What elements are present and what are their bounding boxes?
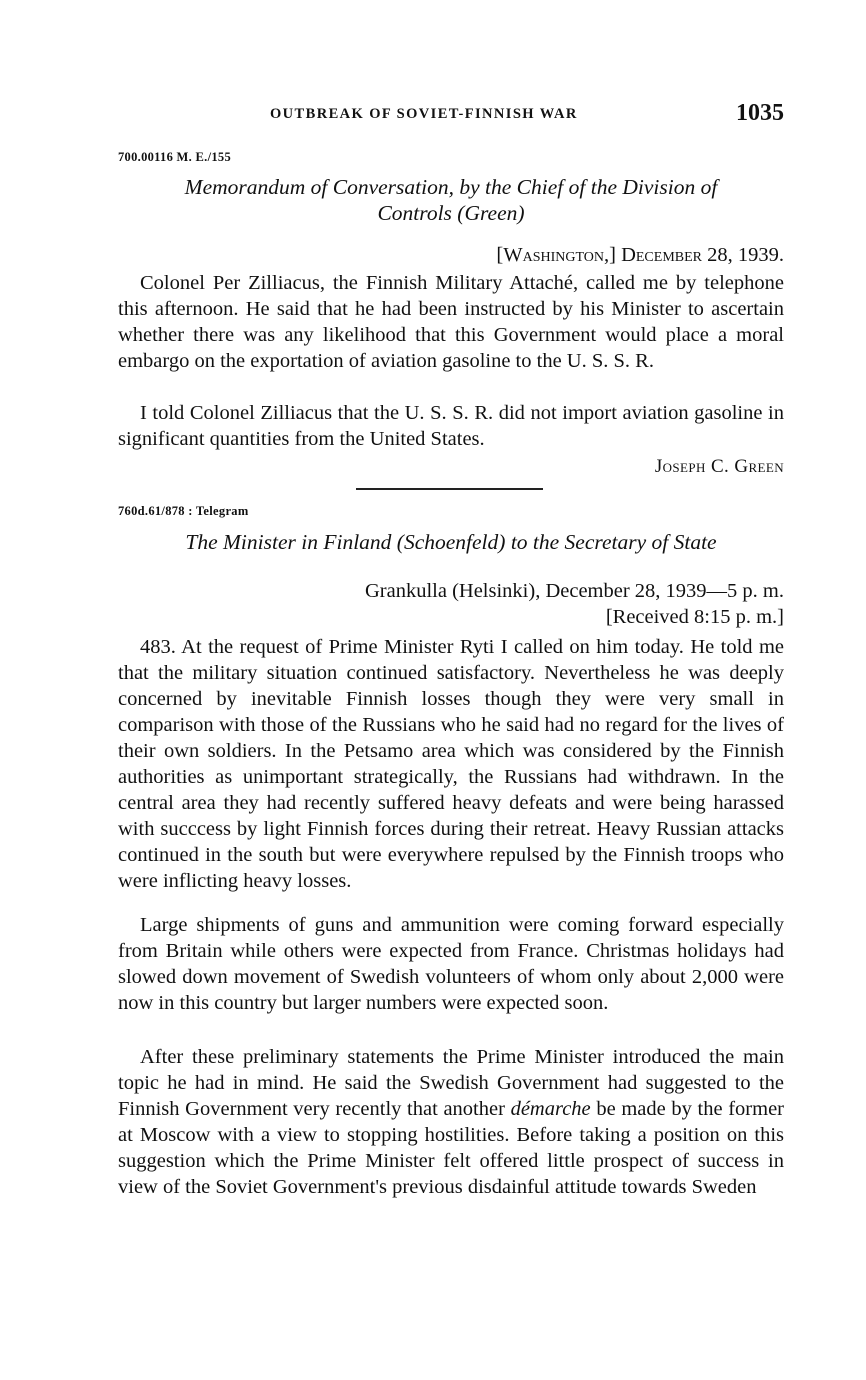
- dateline: [Washington,] December 28, 1939.: [496, 244, 784, 266]
- signature: Joseph C. Green: [654, 456, 784, 477]
- document-title: [118, 174, 784, 226]
- body-paragraph: Large shipments of guns and ammunition were coming forward especially from Britain while others were expected from France. Christmas holidays had slowed down movement of Swedish volunteers of whom only about 2,000 were now in this country but larger numbers were expected soon.: [118, 914, 784, 1014]
- body-paragraph: Colonel Per Zilliacus, the Finnish Military Attaché, called me by telephone this afternoon. He said that he had been instructed by his Minister to ascertain whether there was any likelihood that this Government would place a moral embargo on the exportation of aviation gasoline to the U. S. S. R.: [118, 272, 784, 372]
- paragraph-text: After these preliminary statements the Prime Minister introduced the main topic he had in mind. He said the Swedish Government had suggested to the Finnish Government very recently that another démarche be made by the former at Moscow with a view to stopping hostilities. Before taking a position on this suggestion which the Prime Minister felt offered little prospect of success in view of the Soviet Government's previous disdainful attitude towards Sweden: [118, 1046, 784, 1198]
- title-line: Controls (Green): [377, 201, 525, 225]
- file-number: 760d.61/878 : Telegram: [118, 504, 249, 518]
- received-note: [Received 8:15 p. m.]: [605, 606, 784, 628]
- title-line: Memorandum of Conversation, by the Chief of the Division of: [184, 175, 718, 199]
- page-header: [118, 100, 784, 132]
- page-number: 1035: [736, 100, 784, 126]
- document-title: The Minister in Finland (Schoenfeld) to the Secretary of State: [185, 530, 717, 554]
- file-number: 700.00116 M. E./155: [118, 150, 231, 164]
- dateline: Grankulla (Helsinki), December 28, 1939—5 p. m.: [364, 580, 784, 602]
- running-head: OUTBREAK OF SOVIET-FINNISH WAR: [270, 106, 578, 122]
- body-paragraph: 483. At the request of Prime Minister Ryti I called on him today. He told me that the military situation continued satisfactory. Nevertheless he was deeply concerned by inevitable Finnish losses though they were very small in comparison with those of the Russians who he said had no regard for the lives of their own soldiers. In the Petsamo area which was considered by the Finnish authorities as unimportant strategically, the Russians had withdrawn. In the central area they had recently suffered heavy defeats and were being harassed with succcess by light Finnish forces during their retreat. Heavy Russian attacks continued in the south but were everywhere repulsed by the Finnish troops who were inflicting heavy losses.: [118, 636, 784, 892]
- body-paragraph: [118, 1044, 784, 1200]
- body-paragraph: I told Colonel Zilliacus that the U. S. S. R. did not import aviation gasoline in significant quantities from the United States.: [118, 402, 784, 450]
- section-divider: [356, 488, 543, 490]
